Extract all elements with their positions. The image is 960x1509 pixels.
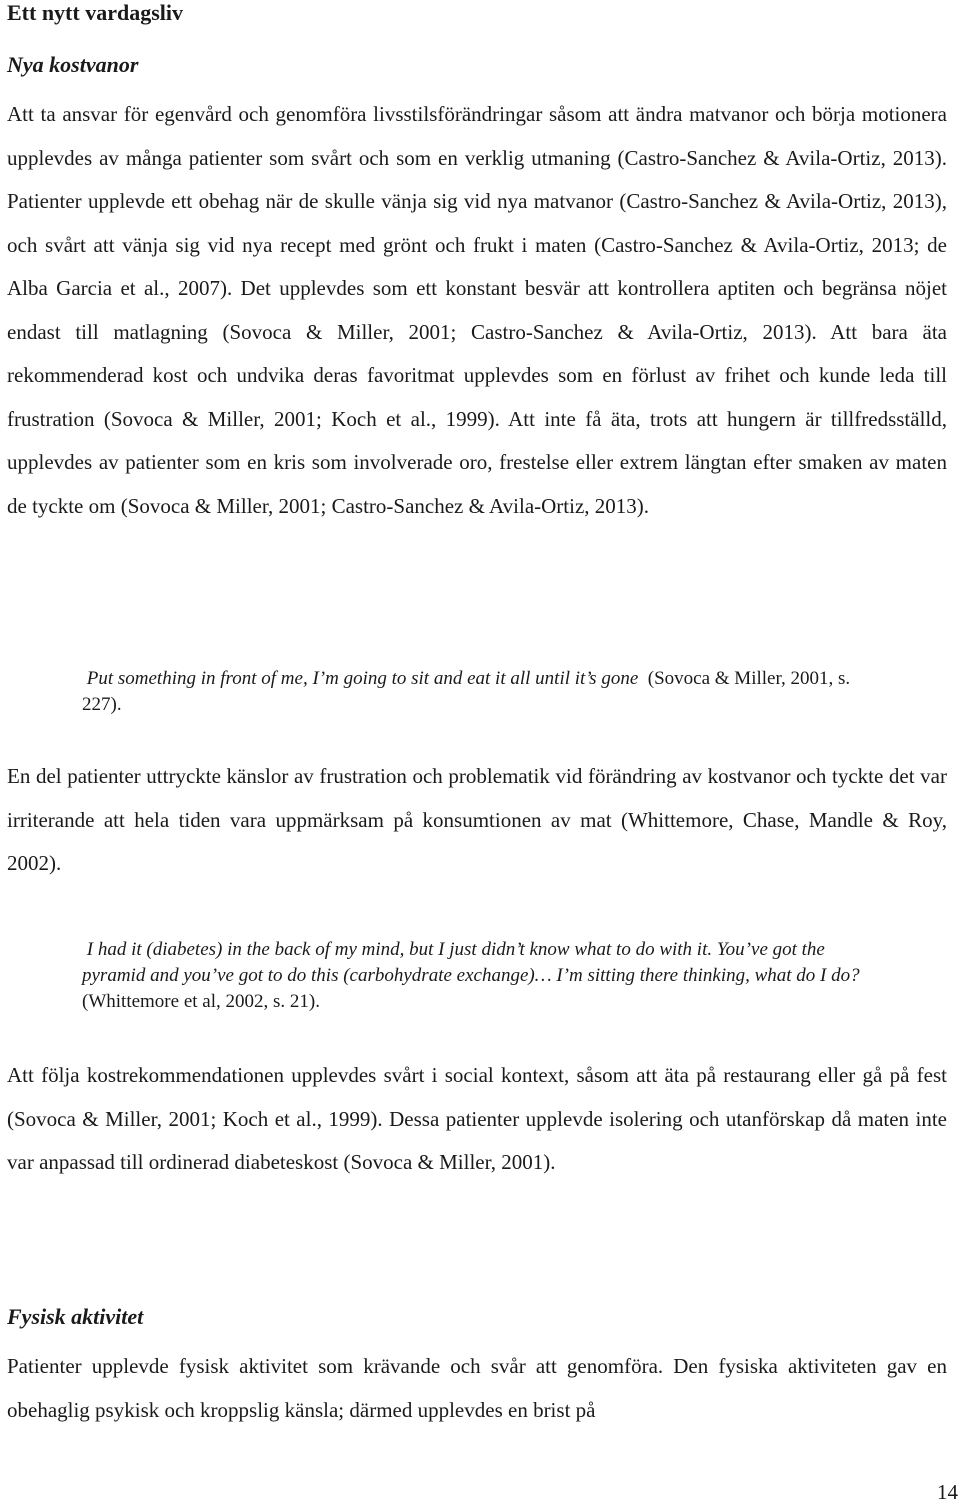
chapter-title: Ett nytt vardagsliv (7, 0, 183, 25)
block-quote (82, 937, 872, 1015)
quote-citation: (Whittemore et al, 2002, s. 21). (82, 991, 320, 1012)
body-paragraph: Att ta ansvar för egenvård och genomföra livsstilsförändringar såsom att ändra matvanor och börja motionera upplevdes av många patienter som svårt och som en verklig utmaning (Castro-Sanchez & Avila-Ortiz, 2013). Patienter upplevde ett obehag när de skulle vänja sig vid nya matvanor (Castro-Sanchez & Avila-Ortiz, 2013), och svårt att vänja sig vid nya recept med grönt och frukt i maten (Castro-Sanchez & Avila-Ortiz, 2013; de Alba Garcia et al., 2007). Det upplevdes som ett konstant besvär att kontrollera aptiten och begränsa nöjet endast till matlagning (Sovoca & Miller, 2001; Castro-Sanchez & Avila-Ortiz, 2013). Att bara äta rekommenderad kost och undvika deras favoritmat upplevdes som en förlust av frihet och kunde leda till frustration (Sovoca & Miller, 2001; Koch et al., 1999). Att inte få äta, trots att hungern är tillfredsställd, upplevdes av patienter som en kris som involverade oro, frestelse eller extrem längtan efter smaken av maten de tyckte om (Sovoca & Miller, 2001; Castro-Sanchez & Avila-Ortiz, 2013). (7, 102, 947, 518)
quote-text: Put something in front of me, I’m going to sit and eat it all until it’s gone (82, 668, 644, 689)
block-quote (82, 666, 882, 718)
section-heading-fysisk-aktivitet: Fysisk aktivitet (7, 1304, 144, 1329)
page-number: 14 (937, 1480, 958, 1504)
quote-citation: (Sovoca & Miller, 2001, s. 227). (82, 668, 851, 715)
quote-text: I had it (diabetes) in the back of my mind, but I just didn’t know what to do with it. You’ve got the pyramid and you’ve got to do this (carbohydrate exchange)… I’m sitting there thinking, what do I do? (82, 939, 865, 986)
body-paragraph: En del patienter uttryckte känslor av frustration och problematik vid förändring av kostvanor och tyckte det var irriterande att hela tiden vara uppmärksam på konsumtionen av mat (Whittemore, Chase, Mandle & Roy, 2002). (7, 764, 947, 875)
body-paragraph: Att följa kostrekommendationen upplevdes svårt i social kontext, såsom att äta på restaurang eller gå på fest (Sovoca & Miller, 2001; Koch et al., 1999). Dessa patienter upplevde isolering och utanförskap då maten inte var anpassad till ordinerad diabeteskost (Sovoca & Miller, 2001). (7, 1063, 947, 1174)
section-heading-nya-kostvanor: Nya kostvanor (7, 52, 139, 77)
body-paragraph: Patienter upplevde fysisk aktivitet som krävande och svår att genomföra. Den fysiska aktiviteten gav en obehaglig psykisk och kroppslig känsla; därmed upplevdes en brist på (7, 1354, 947, 1422)
